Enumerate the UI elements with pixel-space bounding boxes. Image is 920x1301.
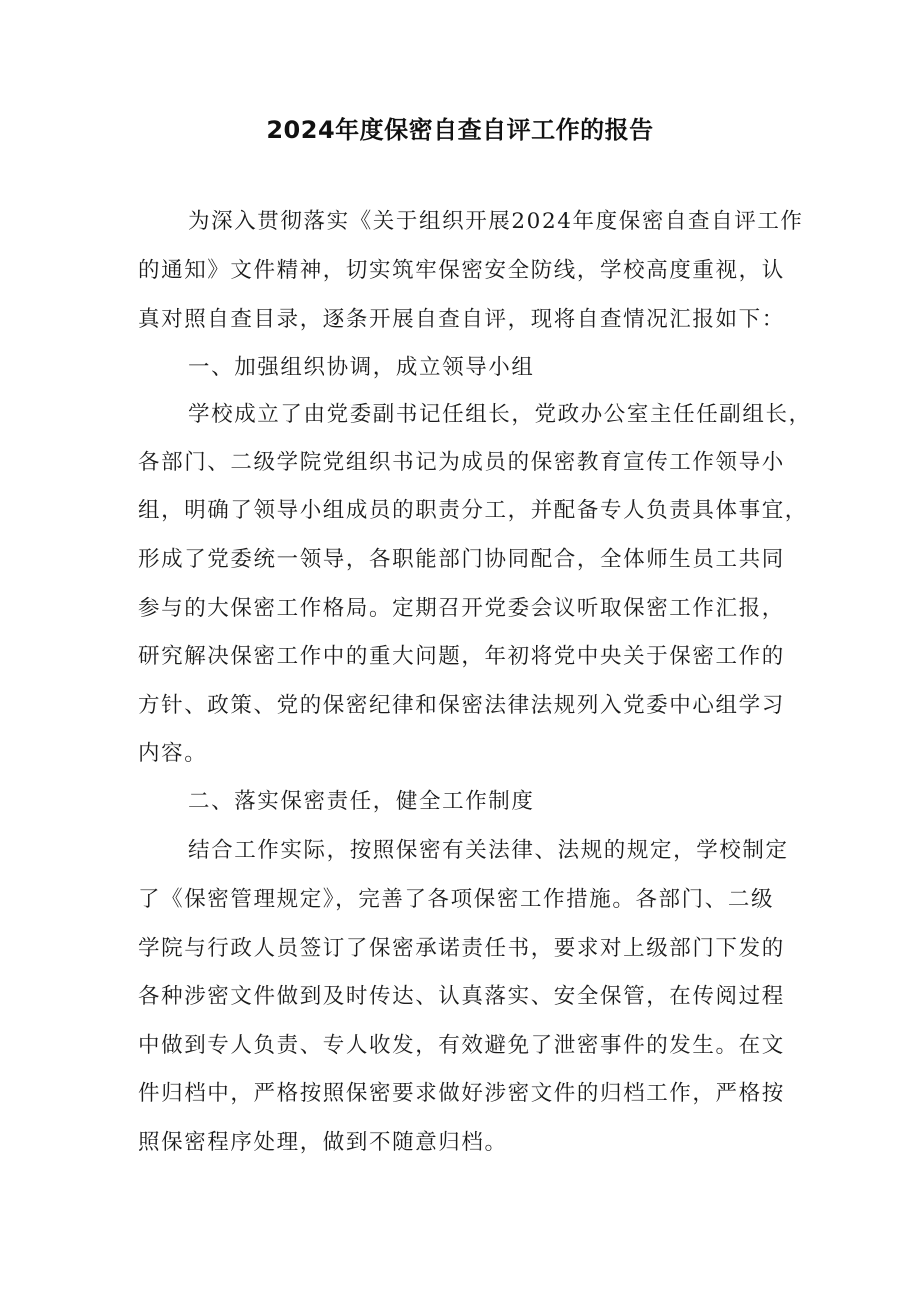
paragraph-3-line-2: 了《保密管理规定》，完善了各项保密工作措施。各部门、二级 bbox=[138, 887, 775, 912]
paragraph-1-line-3: 真对照自查目录，逐条开展自查自评，现将自查情况汇报如下： bbox=[138, 307, 785, 332]
paragraph-3-line-4: 各种涉密文件做到及时传达、认真落实、安全保管，在传阅过程 bbox=[138, 984, 785, 1009]
paragraph-3-line-3: 学院与行政人员签订了保密承诺责任书，要求对上级部门下发的 bbox=[138, 936, 785, 961]
paragraph-2-line-5: 参与的大保密工作格局。定期召开党委会议听取保密工作汇报， bbox=[138, 596, 785, 621]
section-heading-2: 二、落实保密责任，健全工作制度 bbox=[188, 789, 535, 814]
paragraph-2-line-1: 学校成立了由党委副书记任组长，党政办公室主任任副组长， bbox=[188, 402, 812, 427]
paragraph-3-line-5: 中做到专人负责、专人收发，有效避免了泄密事件的发生。在文 bbox=[138, 1033, 785, 1058]
paragraph-2-line-3: 组，明确了领导小组成员的职责分工，并配备专人负责具体事宜， bbox=[138, 498, 808, 523]
paragraph-1-line-2: 的通知》文件精神，切实筑牢保密安全防线，学校高度重视，认 bbox=[138, 258, 785, 283]
paragraph-2-line-6: 研究解决保密工作中的重大问题，年初将党中央关于保密工作的 bbox=[138, 644, 785, 669]
paragraph-3-line-1: 结合工作实际，按照保密有关法律、法规的规定，学校制定 bbox=[188, 838, 789, 863]
section-heading-1: 一、加强组织协调，成立领导小组 bbox=[188, 355, 535, 380]
paragraph-2-line-8: 内容。 bbox=[138, 741, 208, 766]
paragraph-3-line-6: 件归档中，严格按照保密要求做好涉密文件的归档工作，严格按 bbox=[138, 1081, 785, 1106]
paragraph-3-line-7: 照保密程序处理，做到不随意归档。 bbox=[138, 1130, 508, 1155]
document-title: 2024年度保密自查自评工作的报告 bbox=[266, 116, 654, 144]
paragraph-2-line-7: 方针、政策、党的保密纪律和保密法律法规列入党委中心组学习 bbox=[138, 693, 785, 718]
paragraph-2-line-2: 各部门、二级学院党组织书记为成员的保密教育宣传工作领导小 bbox=[138, 450, 785, 475]
paragraph-2-line-4: 形成了党委统一领导，各职能部门协同配合，全体师生员工共同 bbox=[138, 547, 785, 572]
paragraph-1-line-1: 为深入贯彻落实《关于组织开展2024年度保密自查自评工作 bbox=[188, 209, 804, 234]
